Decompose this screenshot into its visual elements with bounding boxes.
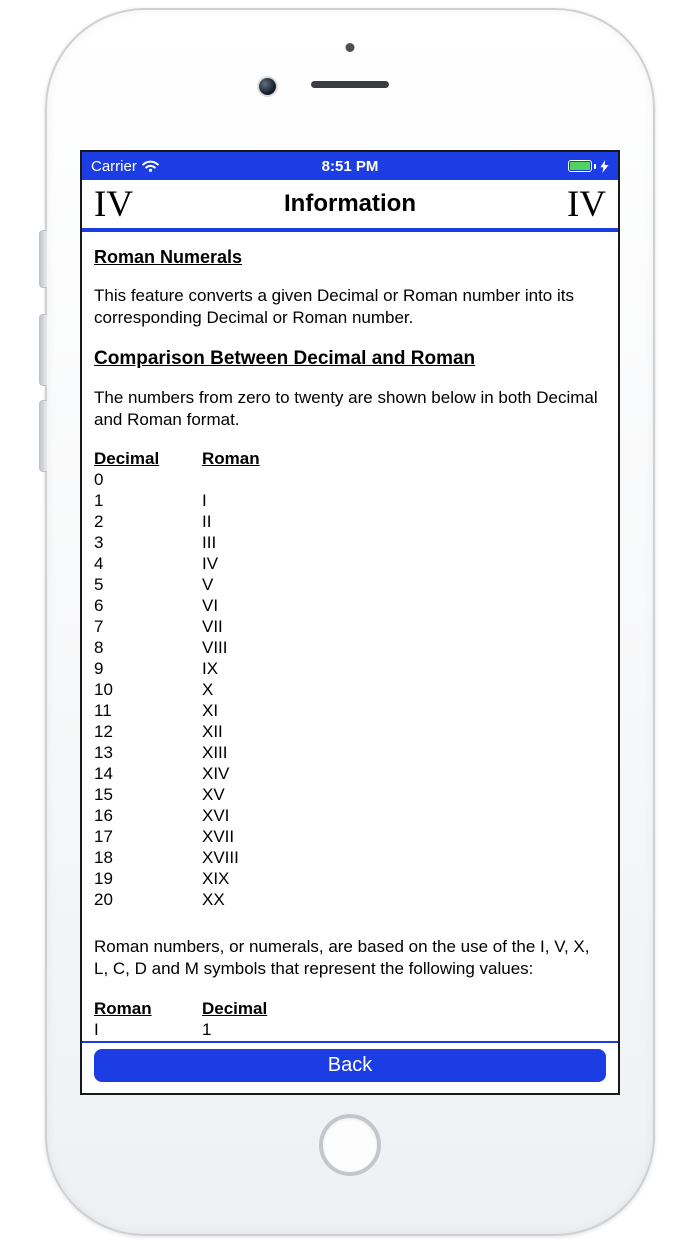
table-cell: XIV xyxy=(202,764,230,784)
footer xyxy=(82,1041,618,1093)
charging-bolt-icon xyxy=(600,160,609,173)
table-cell: XIII xyxy=(202,743,228,763)
table-row xyxy=(94,616,606,637)
table-cell: XIX xyxy=(202,869,230,889)
table-cell: XVI xyxy=(202,806,230,826)
back-button[interactable]: Back xyxy=(94,1049,606,1082)
table-cell: IV xyxy=(202,554,219,574)
table-cell: XX xyxy=(202,890,225,910)
table-cell: 13 xyxy=(94,743,113,763)
table-header-row xyxy=(94,448,606,469)
symbols-intro: Roman numbers, or numerals, are based on the use of the I, V, X, L, C, D and M symbols that represent the following values: xyxy=(94,937,590,979)
table-cell: 2 xyxy=(94,512,104,532)
page-title: Information xyxy=(284,190,416,217)
battery-group xyxy=(568,160,609,173)
table-cell: I xyxy=(94,1019,99,1039)
table-cell: 6 xyxy=(94,596,104,616)
table-cell: II xyxy=(202,512,212,532)
table-row xyxy=(94,553,606,574)
table-cell: 1 xyxy=(202,1019,212,1039)
section-title-roman-numerals: Roman Numerals xyxy=(94,247,243,267)
table-row xyxy=(94,490,606,511)
table-cell: 10 xyxy=(94,680,113,700)
table-row xyxy=(94,532,606,553)
column-header-roman: Roman xyxy=(94,998,152,1018)
mute-switch xyxy=(39,230,47,288)
table-cell: 1 xyxy=(94,491,104,511)
table-row xyxy=(94,889,606,910)
table-cell: 18 xyxy=(94,848,113,868)
table-cell: VIII xyxy=(202,638,228,658)
table-row xyxy=(94,595,606,616)
table-cell: IX xyxy=(202,659,219,679)
table-cell: 3 xyxy=(94,533,104,553)
table-cell: 9 xyxy=(94,659,104,679)
table-cell: 11 xyxy=(94,701,112,721)
table-cell: VII xyxy=(202,617,223,637)
table-cell: 20 xyxy=(94,890,113,910)
table-row xyxy=(94,511,606,532)
table-cell: 4 xyxy=(94,554,104,574)
symbols-table-body xyxy=(94,1019,606,1040)
app-screen xyxy=(80,150,620,1095)
table-cell: 12 xyxy=(94,722,113,742)
table-cell: X xyxy=(202,680,214,700)
table-cell: 14 xyxy=(94,764,113,784)
table-cell: III xyxy=(202,533,217,553)
info-content xyxy=(82,232,618,1041)
table-cell: 19 xyxy=(94,869,113,889)
table-row xyxy=(94,637,606,658)
table-row xyxy=(94,742,606,763)
battery-cap xyxy=(594,164,596,169)
table-row xyxy=(94,1019,606,1040)
table-row xyxy=(94,469,606,490)
table-row xyxy=(94,826,606,847)
table-cell: VI xyxy=(202,596,219,616)
table-header-row xyxy=(94,998,606,1019)
table-cell: 15 xyxy=(94,785,113,805)
table-row xyxy=(94,679,606,700)
table-row xyxy=(94,805,606,826)
table-cell: 5 xyxy=(94,575,104,595)
app-logo-left: IV xyxy=(94,183,134,225)
symbols-table xyxy=(94,998,606,1040)
table-cell: XVII xyxy=(202,827,235,847)
volume-down-button xyxy=(39,400,47,472)
column-header-decimal: Decimal xyxy=(94,449,160,469)
table-cell: XVIII xyxy=(202,848,239,868)
table-row xyxy=(94,847,606,868)
table-cell: XV xyxy=(202,785,225,805)
section-body-comparison: The numbers from zero to twenty are shown below in both Decimal and Roman format. xyxy=(94,387,598,429)
column-header-roman: Roman xyxy=(202,449,260,469)
table-cell: 17 xyxy=(94,827,113,847)
column-header-decimal: Decimal xyxy=(202,998,268,1018)
table-row xyxy=(94,784,606,805)
table-cell: XI xyxy=(202,701,219,721)
volume-up-button xyxy=(39,314,47,386)
clock: 8:51 PM xyxy=(321,157,379,175)
table-row xyxy=(94,658,606,679)
table-cell: 16 xyxy=(94,806,113,826)
comparison-table-body xyxy=(94,469,606,910)
table-cell: 8 xyxy=(94,638,104,658)
carrier-group xyxy=(91,158,159,175)
carrier-label: Carrier xyxy=(91,157,137,175)
battery-icon xyxy=(568,160,592,172)
comparison-table xyxy=(94,448,606,910)
table-row xyxy=(94,763,606,784)
earpiece-speaker xyxy=(311,81,389,88)
table-row xyxy=(94,574,606,595)
section-body-intro: This feature converts a given Decimal or Roman number into its corresponding Decimal or Roman number. xyxy=(94,286,574,327)
table-cell: I xyxy=(202,491,207,511)
table-cell: V xyxy=(202,575,214,595)
home-button[interactable] xyxy=(319,1114,381,1176)
table-row xyxy=(94,721,606,742)
app-logo-right: IV xyxy=(566,183,606,225)
table-cell: 0 xyxy=(94,470,104,490)
front-camera xyxy=(259,78,276,95)
phone-frame xyxy=(45,8,655,1236)
section-title-comparison: Comparison Between Decimal and Roman xyxy=(94,347,476,369)
status-bar xyxy=(82,152,618,180)
wifi-icon xyxy=(142,160,159,172)
proximity-sensor xyxy=(346,43,355,52)
app-header xyxy=(82,180,618,232)
table-cell: XII xyxy=(202,722,223,742)
table-row xyxy=(94,868,606,889)
table-row xyxy=(94,700,606,721)
table-cell: 7 xyxy=(94,617,104,637)
